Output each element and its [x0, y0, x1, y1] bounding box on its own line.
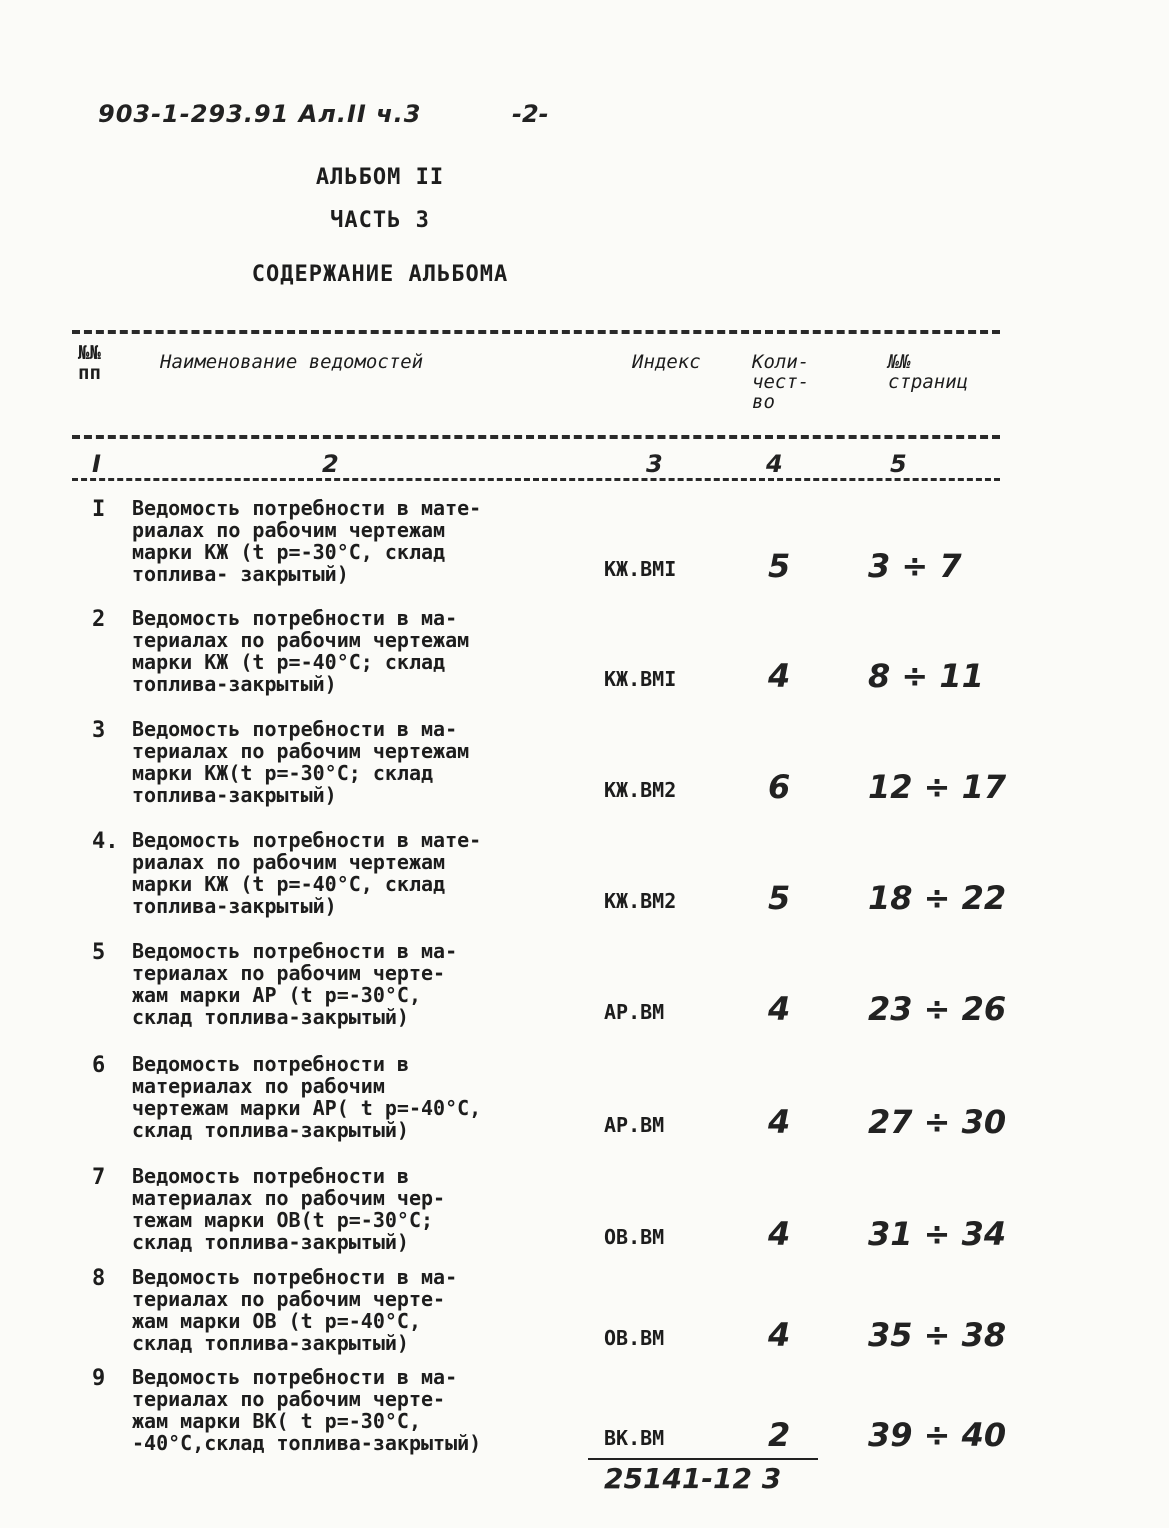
row-pages: 8 ÷ 11	[868, 657, 984, 695]
row-quantity: 4	[768, 990, 791, 1028]
row-pages: 31 ÷ 34	[868, 1215, 1007, 1253]
row-quantity: 5	[768, 879, 791, 917]
row-name: Ведомость потребности в материалах по рабочим чер- тежам марки ОВ(t р=-30°С; склад топлива-закрытый)	[132, 1164, 446, 1254]
row-pages: 18 ÷ 22	[868, 879, 1007, 917]
page-number: -2-	[512, 100, 549, 128]
row-index: КЖ.ВМ2	[604, 889, 677, 913]
row-name: Ведомость потребности в ма- териалах по рабочим черте- жам марки АР (t р=-30°С, склад топлива-закрытый)	[132, 939, 458, 1029]
table-row	[0, 1165, 1169, 1275]
row-number: 8	[92, 1266, 106, 1291]
column-header-quantity: Коли-чест-во	[752, 351, 810, 413]
column-number: 5	[890, 450, 907, 478]
row-index: КЖ.ВМI	[604, 557, 677, 581]
row-pages: 39 ÷ 40	[868, 1416, 1007, 1454]
row-quantity: 2	[768, 1416, 791, 1454]
row-pages: 23 ÷ 26	[868, 990, 1007, 1028]
row-index: ВК.ВМ	[604, 1426, 665, 1450]
footer-rule	[588, 1458, 818, 1460]
table-row	[0, 607, 1169, 717]
row-pages: 3 ÷ 7	[868, 547, 962, 585]
row-quantity: 4	[768, 1316, 791, 1354]
table-row	[0, 1266, 1169, 1376]
row-name: Ведомость потребности в ма- териалах по рабочим чертежам марки КЖ (t р=-40°С; склад топлива-закрытый)	[132, 606, 470, 696]
table-row	[0, 940, 1169, 1050]
row-number: 3	[92, 718, 106, 743]
column-number: I	[92, 450, 101, 478]
column-number: 4	[766, 450, 783, 478]
table-row	[0, 718, 1169, 828]
row-index: АР.ВМ	[604, 1000, 665, 1024]
row-quantity: 5	[768, 547, 791, 585]
row-name: Ведомость потребности в мате- риалах по рабочим чертежам марки КЖ (t р=-40°С, склад топлива-закрытый)	[132, 828, 482, 918]
sheet-number: 3	[761, 1462, 782, 1495]
document-code: 903-1-293.91 Ал.II ч.3	[98, 100, 422, 128]
row-name: Ведомость потребности в материалах по рабочим чертежам марки АР( t р=-40°С, склад топлива-закрытый)	[132, 1052, 482, 1142]
row-index: КЖ.ВМI	[604, 667, 677, 691]
table-row	[0, 829, 1169, 939]
row-index: АР.ВМ	[604, 1113, 665, 1137]
row-index: ОВ.ВМ	[604, 1225, 665, 1249]
row-number: 2	[92, 607, 106, 632]
footer-sheet-code	[604, 1462, 781, 1495]
row-index: ОВ.ВМ	[604, 1326, 665, 1350]
table-row	[0, 1053, 1169, 1163]
header-bottom-rule	[72, 435, 1000, 439]
part-title: ЧАСТЬ 3	[330, 208, 430, 233]
column-header-pages: №№ страниц	[888, 351, 969, 393]
row-number: 5	[92, 940, 106, 965]
table-top-rule	[72, 330, 1000, 334]
album-title: АЛЬБОМ II	[315, 165, 445, 190]
row-number: 4.	[92, 829, 119, 854]
row-name: Ведомость потребности в ма- териалах по рабочим черте- жам марки ВК( t р=-30°С, -40°С,склад топлива-закрытый)	[132, 1365, 482, 1455]
row-name: Ведомость потребности в ма- териалах по рабочим черте- жам марки ОВ (t р=-40°С, склад топлива-закрытый)	[132, 1265, 458, 1355]
row-pages: 12 ÷ 17	[868, 768, 1007, 806]
column-header-name: Наименование ведомостей	[160, 351, 424, 373]
row-name: Ведомость потребности в мате- риалах по рабочим чертежам марки КЖ (t р=-30°С, склад топлива- закрытый)	[132, 496, 482, 586]
row-quantity: 4	[768, 1215, 791, 1253]
row-name: Ведомость потребности в ма- териалах по рабочим чертежам марки КЖ(t р=-30°С; склад топлива-закрытый)	[132, 717, 470, 807]
row-quantity: 4	[768, 657, 791, 695]
column-number: 2	[322, 450, 339, 478]
column-header-index: Индекс	[632, 351, 701, 373]
row-number: I	[92, 497, 106, 522]
column-number-rule	[72, 478, 1000, 481]
table-row	[0, 497, 1169, 607]
row-index: КЖ.ВМ2	[604, 778, 677, 802]
row-number: 7	[92, 1165, 106, 1190]
row-quantity: 4	[768, 1103, 791, 1141]
row-pages: 27 ÷ 30	[868, 1103, 1007, 1141]
column-number: 3	[646, 450, 663, 478]
row-pages: 35 ÷ 38	[868, 1316, 1007, 1354]
table-row	[0, 1366, 1169, 1476]
column-header-num: №№ пп	[78, 342, 101, 384]
row-number: 6	[92, 1053, 106, 1078]
contents-title: СОДЕРЖАНИЕ АЛЬБОМА	[251, 262, 509, 287]
row-number: 9	[92, 1366, 106, 1391]
row-quantity: 6	[768, 768, 791, 806]
sheet-code: 25141-12	[604, 1462, 752, 1495]
